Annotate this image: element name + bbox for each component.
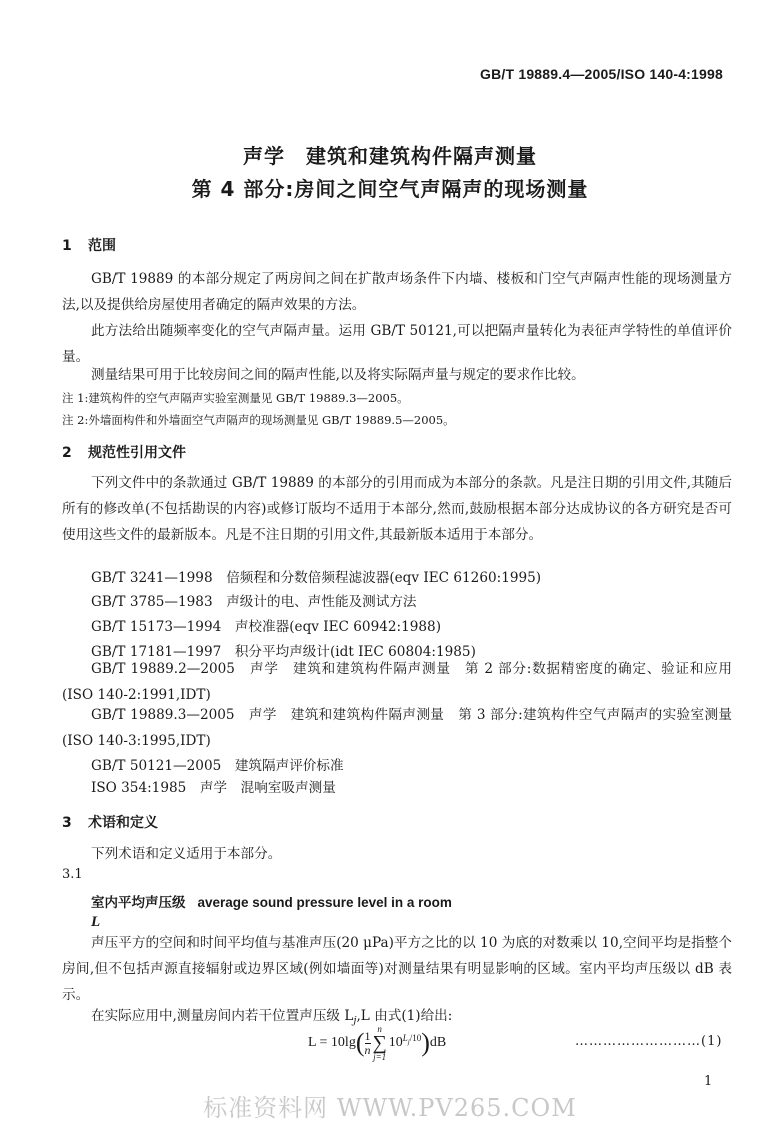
equation-leader: ………………………: [575, 1034, 701, 1049]
note: 注 2:外墙面构件和外墙面空气声隔声的现场测量见 GB/T 19889.5—2005。: [62, 413, 455, 427]
fraction-numerator: 1: [364, 1028, 371, 1043]
formula-1: [308, 1024, 446, 1062]
section-title: 术语和定义: [88, 815, 158, 831]
definition: 声压平方的空间和时间平均值与基准声压(20 μPa)平方之比的以 10 为底的对数乘以 10,空间平均是指整个房间,但不包括声源直接辐射或边界区域(例如墙面等)对测量结果有明显影响的区域。室内平均声压级以 dB 表示。: [62, 935, 732, 1003]
section-number: 2: [62, 445, 72, 461]
formula-paren: ): [421, 1028, 430, 1057]
paragraph: 测量结果可用于比较房间之间的隔声性能,以及将实际隔声量与规定的要求作比较。: [91, 367, 585, 383]
reference-item: GB/T 50121—2005 建筑隔声评价标准: [91, 758, 344, 774]
sum-upper: n: [377, 1024, 382, 1034]
paragraph: 下列文件中的条款通过 GB/T 19889 的本部分的引用而成为本部分的条款。凡是注日期的引用文件,其随后所有的修改单(不包括勘误的内容)或修订版均不适用于本部分,然而,鼓励根据本部分达成协议的各方研究是否可使用这些文件的最新版本。凡是不注日期的引用文件,其最新版本适用于本部分。: [62, 475, 732, 543]
title-line-2: 第 4 部分:房间之间空气声隔声的现场测量: [191, 177, 589, 201]
formula-paren: (: [355, 1028, 365, 1057]
term-english: average sound pressure level in a room: [197, 895, 452, 910]
reference-item: ISO 354:1985 声学 混响室吸声测量: [91, 780, 336, 796]
reference-item: GB/T 19889.3—2005 声学 建筑和建筑构件隔声测量 第 3 部分:建筑构件空气声隔声的实验室测量(ISO 140-3:1995,IDT): [62, 707, 732, 749]
reference-item: GB/T 3241—1998 倍频程和分数倍频程滤波器(eqv IEC 61260:1995): [91, 570, 542, 586]
section-title: 规范性引用文件: [88, 445, 186, 461]
reference-item: GB/T 19889.2—2005 声学 建筑和建筑构件隔声测量 第 2 部分:数据精密度的确定、验证和应用(ISO 140-2:1991,IDT): [62, 661, 732, 703]
section-title: 范围: [88, 238, 116, 254]
formula-fraction: [365, 1030, 371, 1057]
reference-item: GB/T 15173—1994 声校准器(eqv IEC 60942:1988): [91, 619, 442, 635]
reference-item: GB/T 17181—1997 积分平均声级计(idt IEC 60804:1985): [91, 644, 476, 660]
formula-lhs: L = 10lg: [308, 1035, 356, 1051]
paragraph: 此方法给出随频率变化的空气声隔声量。运用 GB/T 50121,可以把隔声量转化为表征声学特性的单值评价量。: [62, 323, 732, 365]
section-2-heading: [62, 442, 186, 462]
title-line-1: 声学 建筑和建筑构件隔声测量: [243, 144, 537, 168]
exponent-symbol: L: [402, 1032, 408, 1043]
exponent-subscript: j: [407, 1037, 410, 1046]
standard-number: GB/T 19889.4—2005/ISO 140-4:1998: [480, 66, 723, 82]
practice-subscript: j: [353, 1015, 357, 1027]
formula-exponent: [402, 1032, 422, 1046]
reference-item: GB/T 3785—1983 声级计的电、声性能及测试方法: [91, 594, 417, 610]
section-3-heading: [62, 812, 158, 832]
paragraph: 下列术语和定义适用于本部分。: [91, 846, 282, 862]
page-number: 1: [704, 1074, 713, 1089]
summation: [373, 1024, 387, 1062]
fraction-denominator: n: [364, 1042, 371, 1057]
formula-base: 10: [388, 1035, 403, 1051]
section-number: 1: [62, 238, 72, 254]
term-chinese: 室内平均声压级: [91, 895, 186, 911]
watermark: 标准资料网 WWW.PV265.COM: [203, 1094, 577, 1122]
practice-text-main: 在实际应用中,测量房间内若干位置声压级 L: [91, 1008, 354, 1024]
note: 注 1:建筑构件的空气声隔声实验室测量见 GB/T 19889.3—2005。: [62, 391, 409, 405]
paragraph: GB/T 19889 的本部分规定了两房间之间在扩散声场条件下内墙、楼板和门空气声隔声性能的现场测量方法,以及提供给房屋使用者确定的隔声效果的方法。: [62, 271, 732, 313]
term-heading: [91, 891, 452, 911]
section-number: 3: [62, 815, 72, 831]
clause-number: 3.1: [62, 867, 83, 882]
equation-label: (1): [701, 1034, 723, 1049]
term-symbol: L: [91, 914, 101, 930]
exponent-tail: /10: [409, 1032, 422, 1043]
practice-text-tail: ,L 由式(1)给出:: [356, 1008, 453, 1024]
equation-number: [575, 1034, 722, 1049]
section-1-heading: [62, 235, 116, 255]
formula-unit: dB: [429, 1035, 447, 1051]
sum-lower: j=1: [373, 1052, 387, 1062]
sigma-icon: ∑: [372, 1032, 387, 1054]
